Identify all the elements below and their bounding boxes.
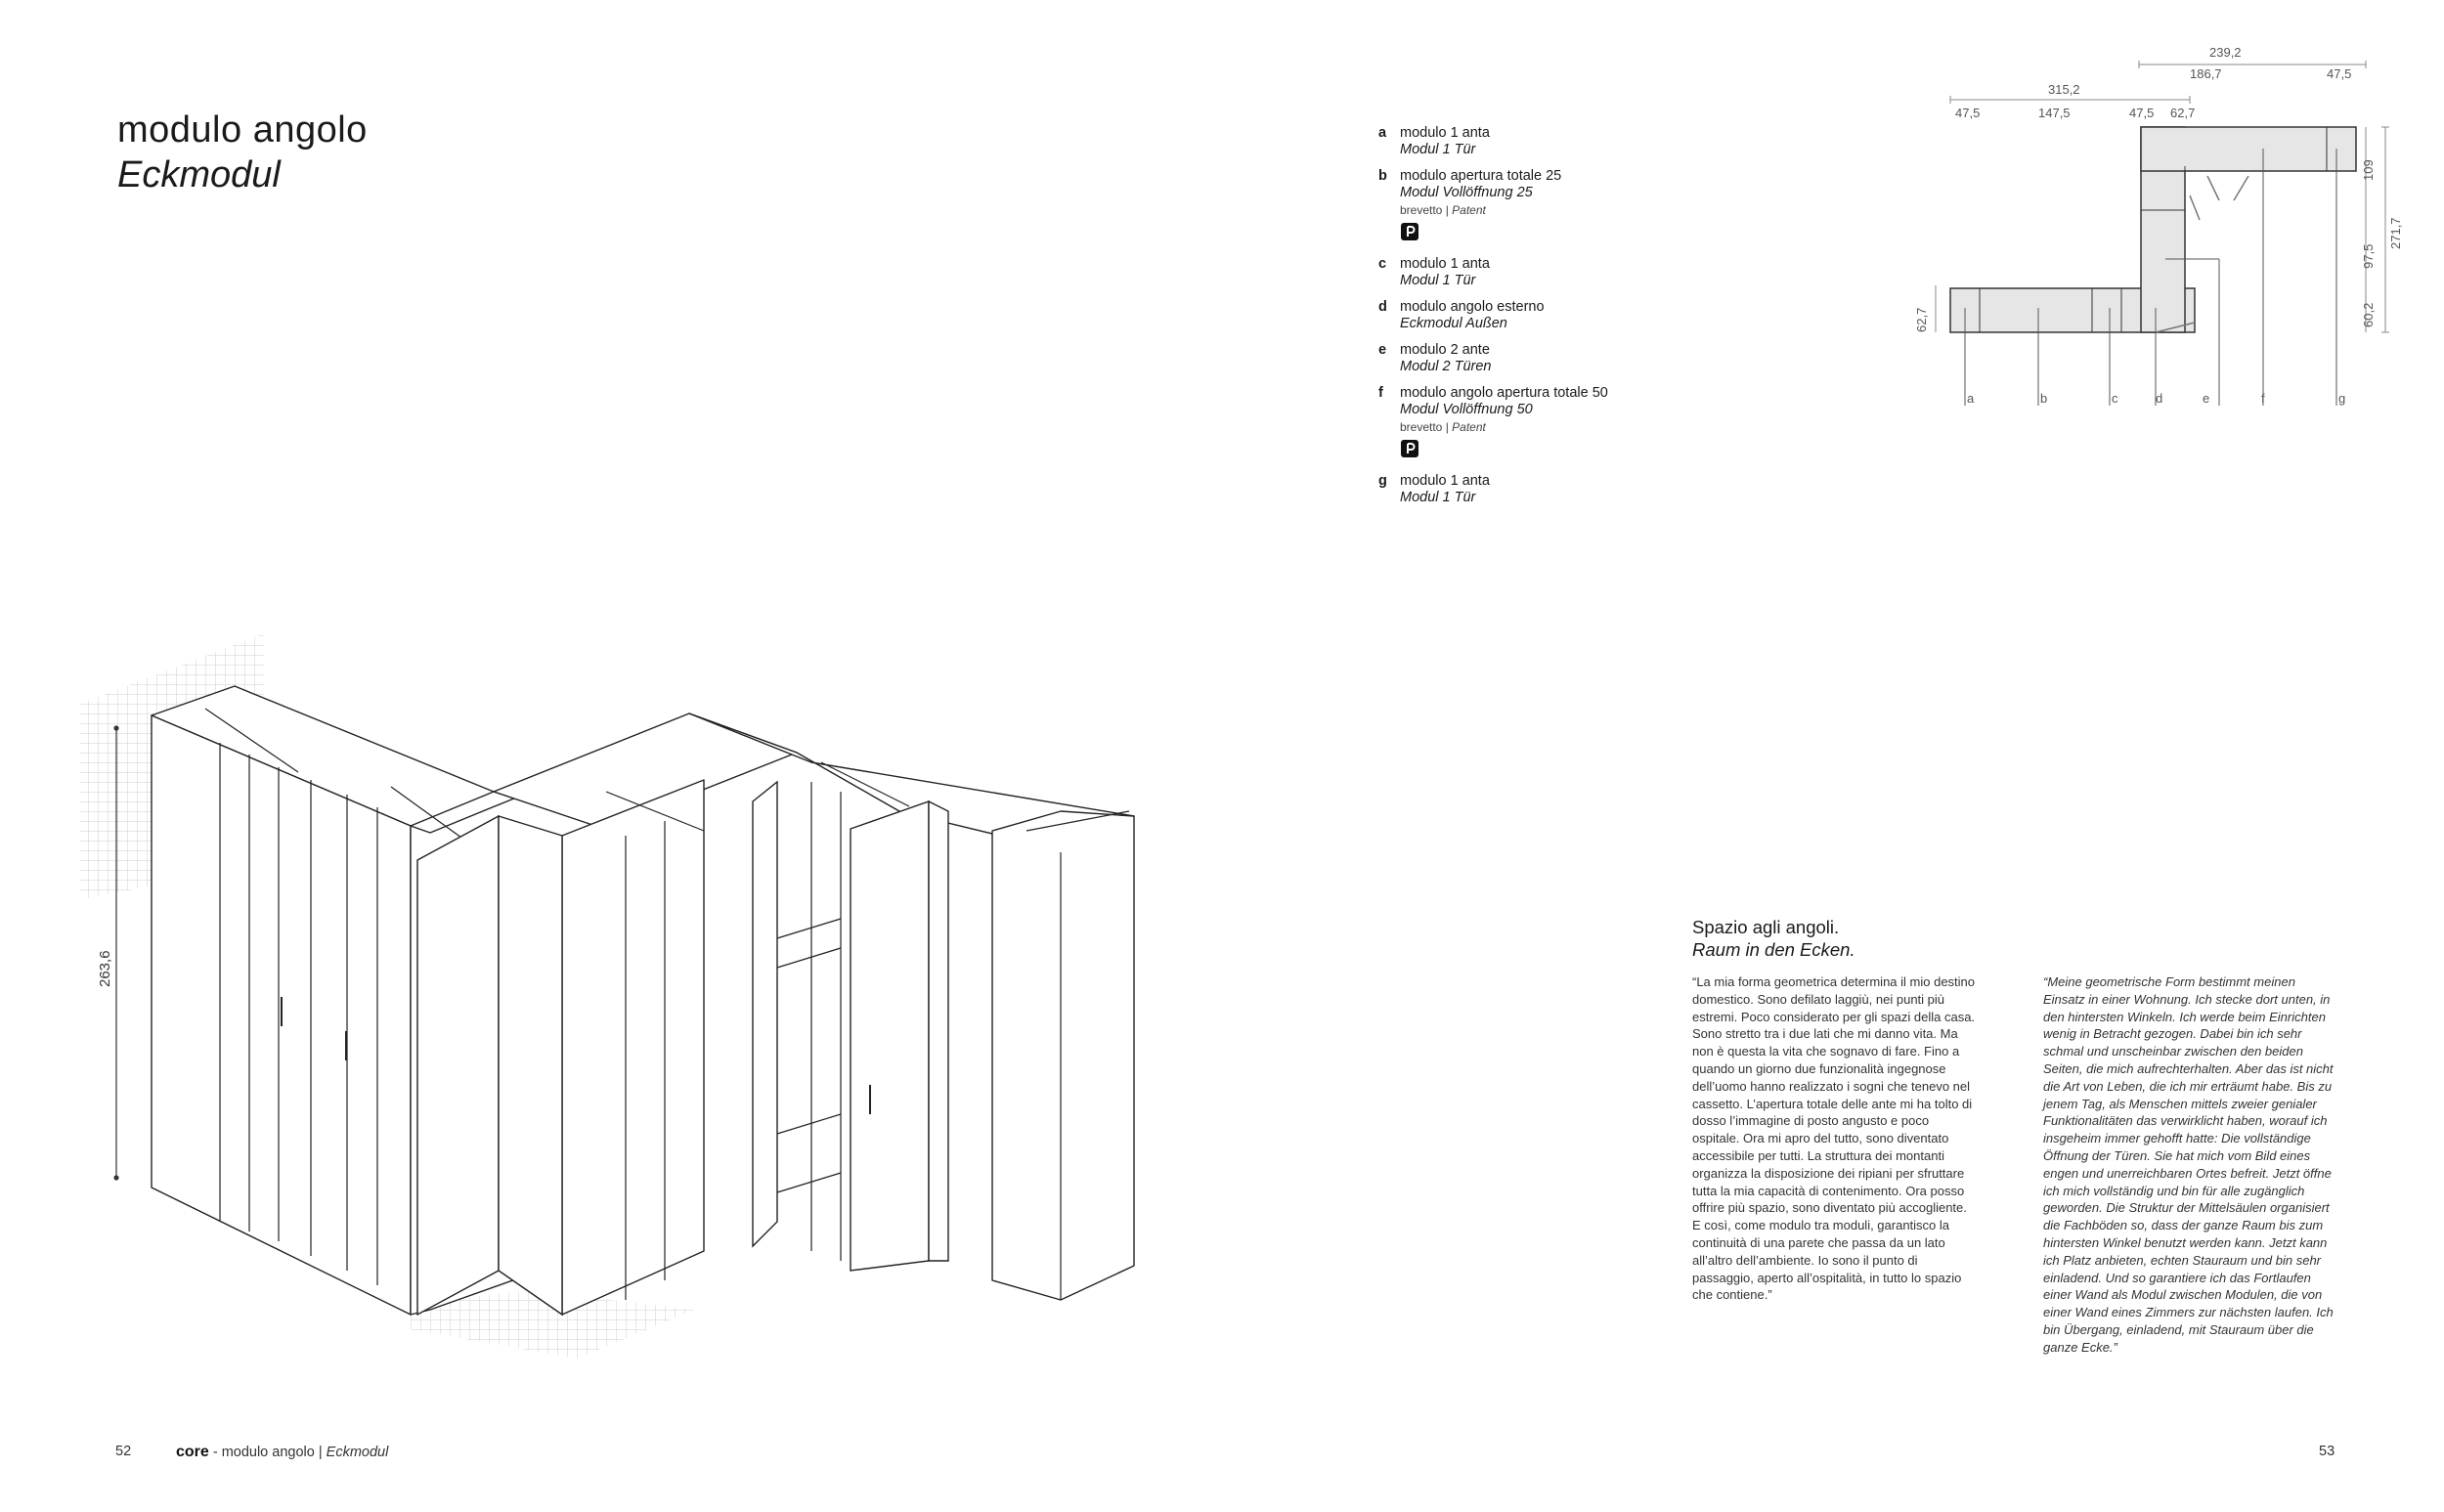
legend-item-b <box>1378 168 1672 246</box>
quote-italian: “La mia forma geometrica determina il mio destino domestico. Sono defilato laggiù, nei punti più estremi. Poco considerato per gli spazi della casa. Sono stretto tra i due lati che mi danno vita. Ma non è questa la vita che sognavo di fare. Fino a quando un giorno due funzionalità ingegnose dell’uomo hanno realizzato i sogni che tenevo nel cassetto. L’apertura totale delle ante mi ha tolto di dosso l’immagine di posto angusto e poco ospitale. Ora mi apro del tutto, sono diventato accessibile per tutti. La struttura dei montanti organizza la disposizione dei ripiani per sfruttare tutta la mia capacità di contenimento. Ora posso offrire più spazio, sono diventato più accogliente. E così, come modulo tra moduli, garantisco la continuità di una parete che passa da un lato all’altro dell’ambiente. Io sono il punto di passaggio, aperto all’ospitalità, in tutto lo spazio che contiene.” <box>1692 974 1976 1303</box>
plan-modules <box>1950 127 2356 332</box>
dim-186-7: 186,7 <box>2190 66 2222 81</box>
dim-109: 109 <box>2361 159 2376 181</box>
dim-97-5: 97,5 <box>2361 243 2376 269</box>
legend-label-de: Modul 1 Tür <box>1400 142 1476 157</box>
footer-separator: - <box>208 1445 222 1460</box>
legend-label-it: modulo angolo apertura totale 50 <box>1400 385 1608 401</box>
legend-label-de: Eckmodul Außen <box>1400 316 1507 331</box>
page-title-german: Eckmodul <box>117 154 281 195</box>
plan-label-f: f <box>2261 391 2265 406</box>
legend-letter: d <box>1378 299 1387 315</box>
plan-label-a: a <box>1967 391 1975 406</box>
dim-47-5-a: 47,5 <box>2327 66 2352 81</box>
dim-147-5: 147,5 <box>2038 106 2071 120</box>
page-number-left: 52 <box>115 1444 132 1459</box>
height-label: 263,6 <box>97 950 113 987</box>
legend-label-de: Modul 1 Tür <box>1400 490 1476 505</box>
page-number-right: 53 <box>2319 1444 2335 1459</box>
patent-label-de: Patent <box>1452 420 1486 434</box>
plan-label-c: c <box>2112 391 2118 406</box>
dim-271-7: 271,7 <box>2388 217 2403 249</box>
dim-62-7-left: 62,7 <box>1914 307 1929 332</box>
legend-label-it: modulo 1 anta <box>1400 473 1490 489</box>
legend-letter: a <box>1378 125 1387 141</box>
patent-label-it: brevetto <box>1400 420 1443 434</box>
legend-label-de: Modul 1 Tür <box>1400 273 1476 288</box>
legend-label-it: modulo apertura totale 25 <box>1400 168 1562 184</box>
patent-icon <box>1400 439 1419 458</box>
footer-title <box>176 1444 388 1461</box>
dim-47-5-b: 47,5 <box>1955 106 1981 120</box>
legend-item-g <box>1378 473 1672 506</box>
quote-german: “Meine geometrische Form bestimmt meinen Einsatz in einer Wohnung. Ich stecke dort unten, in den hintersten Winkeln. Ich werde beim Einrichten wenig in Betracht gezogen. Dabei bin ich sehr schmal und unscheinbar zwischen den beiden Seiten, die mich aufrechterhalten. Aber das ist nicht die Art von Leben, die ich mir erträumt habe. Bis zu jenem Tag, als Menschen mittels zweier genialer Funktionalitäten das verwirklicht haben, worauf ich insgeheim immer gehofft hatte: Die vollständige Öffnung der Türen. Sie hat mich vom Bild eines engen und unerreichbaren Ortes befreit. Jetzt öffne ich mich vollständig und bin für alle zugänglich geworden. Die Struktur der Mittelsäulen organisiert die Fachböden so, dass der ganze Raum bis zum hintersten Winkel benutzt werden kann. Jetzt kann ich Platz anbieten, echten Stauraum und bin sehr einladend. Und so garantiere ich das Fortlaufen einer Wand als Modul zwischen Modulen, die von einer Wand eines Zimmers zur nächsten laufen. Ich bin Übergang, einladend, mit Stauraum über die ganze Ecke.” <box>2043 974 2334 1355</box>
legend-item-f <box>1378 385 1672 463</box>
wardrobe-outline <box>152 686 1134 1315</box>
plan-label-e: e <box>2203 391 2210 406</box>
footer-divider: | <box>314 1445 327 1460</box>
dim-315-2: 315,2 <box>2048 82 2080 97</box>
dim-62-7-top: 62,7 <box>2170 106 2196 120</box>
section-title <box>1692 916 1855 961</box>
dim-47-5-c: 47,5 <box>2129 106 2155 120</box>
legend-letter: b <box>1378 168 1387 184</box>
plan-label-b: b <box>2040 391 2048 406</box>
legend-label-it: modulo 2 ante <box>1400 342 1490 358</box>
patent-label-de: Patent <box>1452 203 1486 217</box>
dim-239-2: 239,2 <box>2209 45 2242 60</box>
section-title-it: Spazio agli angoli. <box>1692 917 1840 937</box>
legend-label-it: modulo angolo esterno <box>1400 299 1545 315</box>
interior-shelves <box>777 782 841 1261</box>
legend-item-e <box>1378 342 1672 375</box>
patent-note: brevetto | Patent <box>1400 203 1486 217</box>
plan-view-diagram <box>1897 39 2405 430</box>
brand-name: core <box>176 1444 209 1460</box>
legend-label-de: Modul 2 Türen <box>1400 359 1492 374</box>
legend-letter: g <box>1378 473 1387 489</box>
legend-item-d <box>1378 299 1672 332</box>
footer-subtitle-de: Eckmodul <box>326 1445 389 1460</box>
legend-letter: e <box>1378 342 1387 358</box>
section-title-de: Raum in den Ecken. <box>1692 939 1855 960</box>
legend-letter: f <box>1378 385 1383 401</box>
patent-label-it: brevetto <box>1400 203 1443 217</box>
module-legend <box>1378 125 1672 516</box>
isometric-wardrobe-drawing <box>68 626 1163 1368</box>
legend-item-a <box>1378 125 1672 158</box>
legend-label-de: Modul Vollöffnung 25 <box>1400 185 1533 200</box>
footer-subtitle-it: modulo angolo <box>221 1445 315 1460</box>
patent-icon <box>1400 222 1419 241</box>
patent-note: brevetto | Patent <box>1400 420 1486 434</box>
legend-letter: c <box>1378 256 1387 272</box>
page-title: modulo angolo <box>117 109 368 151</box>
dim-60-2: 60,2 <box>2361 302 2376 327</box>
legend-label-de: Modul Vollöffnung 50 <box>1400 402 1533 417</box>
legend-label-it: modulo 1 anta <box>1400 256 1490 272</box>
legend-item-c <box>1378 256 1672 289</box>
plan-label-g: g <box>2338 391 2346 406</box>
plan-label-d: d <box>2156 391 2163 406</box>
legend-label-it: modulo 1 anta <box>1400 125 1490 141</box>
